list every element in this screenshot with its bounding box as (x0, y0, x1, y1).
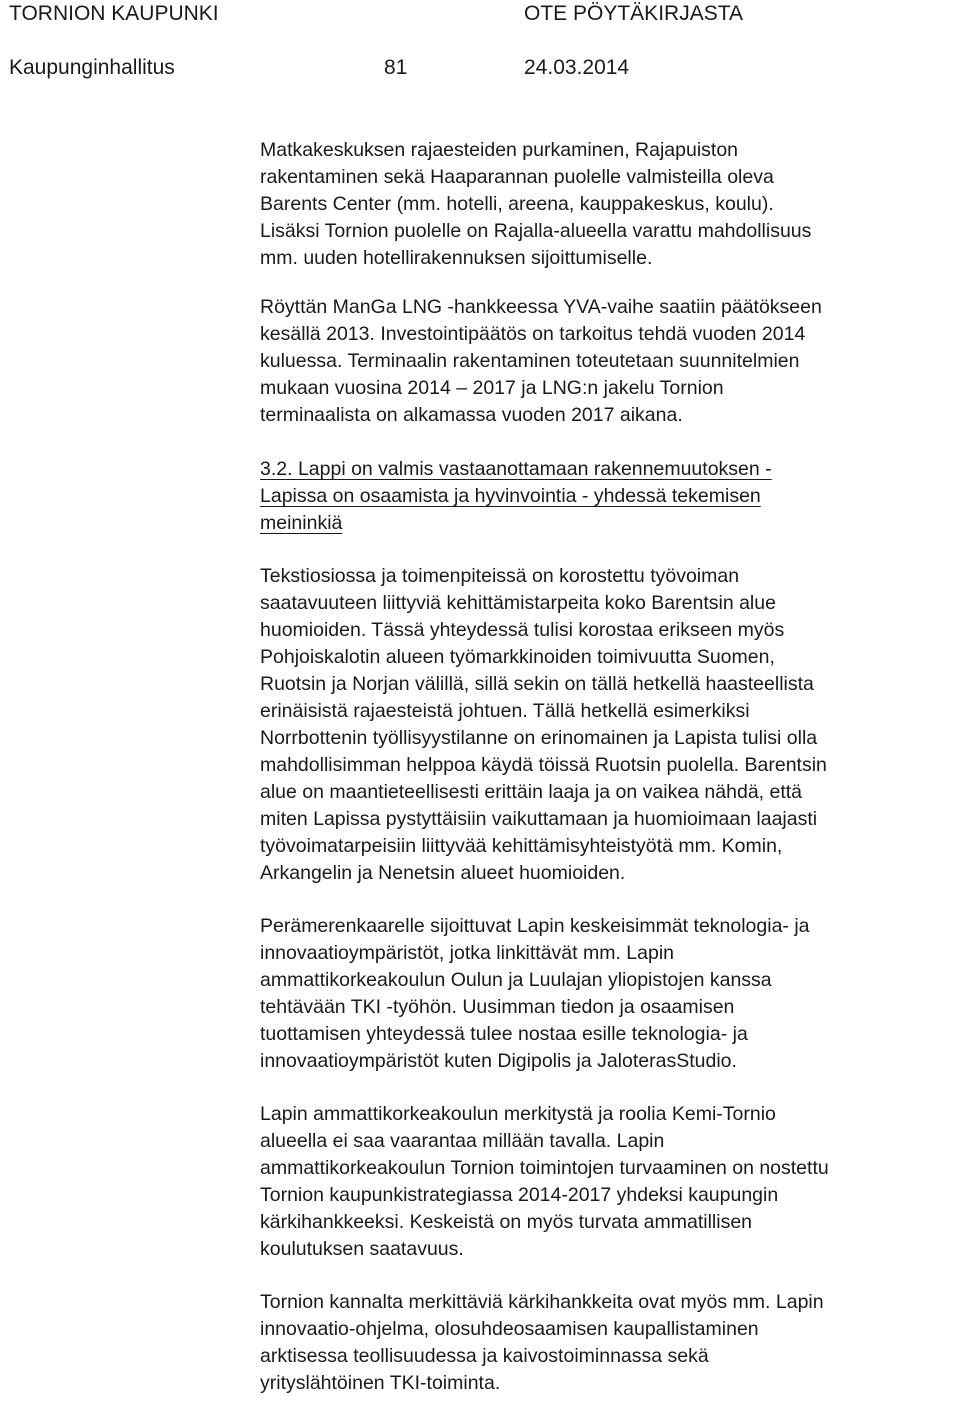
text-line: Tornion kannalta merkittäviä kärkihankkeita ovat myös mm. Lapin (260, 1291, 824, 1313)
text-line: innovaatioympäristöt kuten Digipolis ja JaloterasStudio. (260, 1050, 737, 1072)
heading-line: 3.2. Lappi on valmis vastaanottamaan rakennemuutoksen - (260, 458, 772, 480)
text-line: Pohjoiskalotin alueen työmarkkinoiden toimivuutta Suomen, (260, 646, 775, 668)
text-line: mukaan vuosina 2014 – 2017 ja LNG:n jakelu Tornion (260, 377, 724, 399)
text-line: miten Lapissa pystyttäisiin vaikuttamaan ja huomioimaan laajasti (260, 808, 818, 830)
text-line: Perämerenkaarelle sijoittuvat Lapin keskeisimmät teknologia- ja (260, 915, 810, 937)
text-line: mm. uuden hotellirakennuksen sijoittumiselle. (260, 247, 653, 269)
section-heading (260, 456, 954, 537)
heading-line: meininkiä (260, 512, 343, 534)
text-line: Arkangelin ja Nenetsin alueet huomioiden. (260, 862, 626, 884)
document-body (260, 137, 954, 1397)
text-line: ammattikorkeakoulun Tornion toimintojen turvaaminen on nostettu (260, 1157, 829, 1179)
text-line: yrityslähtöinen TKI-toiminta. (260, 1372, 501, 1394)
text-line: terminaalista on alkamassa vuoden 2017 aikana. (260, 404, 683, 426)
text-line: Lisäksi Tornion puolelle on Rajalla-alueella varattu mahdollisuus (260, 220, 812, 242)
text-line: Ruotsin ja Norjan välillä, sillä sekin on tällä hetkellä haasteellista (260, 673, 814, 695)
text-line: ammattikorkeakoulun Oulun ja Luulajan yliopistojen kanssa (260, 969, 772, 991)
meeting-date: 24.03.2014 (524, 56, 630, 79)
text-line: alueella ei saa vaarantaa millään tavalla. Lapin (260, 1130, 665, 1152)
paragraph (260, 913, 954, 1075)
text-line: kesällä 2013. Investointipäätös on tarkoitus tehdä vuoden 2014 (260, 323, 806, 345)
text-line: alue on maantieteellisesti erittäin laaja ja on vaikea nähdä, että (260, 781, 803, 803)
section-number: 81 (384, 56, 408, 79)
text-line: Lapin ammattikorkeakoulun merkitystä ja roolia Kemi-Tornio (260, 1103, 776, 1125)
text-line: tuottamisen yhteydessä tulee nostaa esille teknologia- ja (260, 1023, 748, 1045)
text-line: Röyttän ManGa LNG -hankkeessa YVA-vaihe saatiin päätökseen (260, 296, 822, 318)
paragraph (260, 137, 954, 272)
text-line: koulutuksen saatavuus. (260, 1238, 464, 1260)
text-line: rakentaminen sekä Haaparannan puolelle valmisteilla oleva (260, 166, 774, 188)
text-line: saatavuuteen liittyviä kehittämistarpeita koko Barentsin alue (260, 592, 776, 614)
text-line: mahdollisimman helppoa käydä töissä Ruotsin puolella. Barentsin (260, 754, 827, 776)
heading-line: Lapissa on osaamista ja hyvinvointia - yhdessä tekemisen (260, 485, 761, 507)
text-line: tehtävään TKI -työhön. Uusimman tiedon ja osaamisen (260, 996, 735, 1018)
paragraph (260, 1101, 954, 1263)
governing-body: Kaupunginhallitus (9, 56, 175, 79)
text-line: Tekstiosiossa ja toimenpiteissä on korostettu työvoiman (260, 565, 740, 587)
paragraph (260, 563, 954, 887)
text-line: kärkihankkeeksi. Keskeistä on myös turvata ammatillisen (260, 1211, 753, 1233)
text-line: innovaatioympäristöt, jotka linkittävät mm. Lapin (260, 942, 675, 964)
paragraph (260, 294, 954, 429)
document-type: OTE PÖYTÄKIRJASTA (524, 2, 743, 25)
text-line: Barents Center (mm. hotelli, areena, kauppakeskus, koulu). (260, 193, 774, 215)
text-line: Matkakeskuksen rajaesteiden purkaminen, Rajapuiston (260, 139, 739, 161)
organization-name: TORNION KAUPUNKI (9, 2, 219, 25)
text-line: arktisessa teollisuudessa ja kaivostoiminnassa sekä (260, 1345, 709, 1367)
text-line: Norrbottenin työllisyystilanne on erinomainen ja Lapista tulisi olla (260, 727, 818, 749)
text-line: Tornion kaupunkistrategiassa 2014-2017 yhdeksi kaupungin (260, 1184, 779, 1206)
paragraph (260, 1289, 954, 1397)
text-line: työvoimatarpeisiin liittyvää kehittämisyhteistyötä mm. Komin, (260, 835, 783, 857)
text-line: innovaatio-ohjelma, olosuhdeosaamisen kaupallistaminen (260, 1318, 759, 1340)
text-line: erinäisistä rajaesteistä johtuen. Tällä hetkellä esimerkiksi (260, 700, 750, 722)
text-line: huomioiden. Tässä yhteydessä tulisi korostaa erikseen myös (260, 619, 785, 641)
text-line: kuluessa. Terminaalin rakentaminen toteutetaan suunnitelmien (260, 350, 800, 372)
